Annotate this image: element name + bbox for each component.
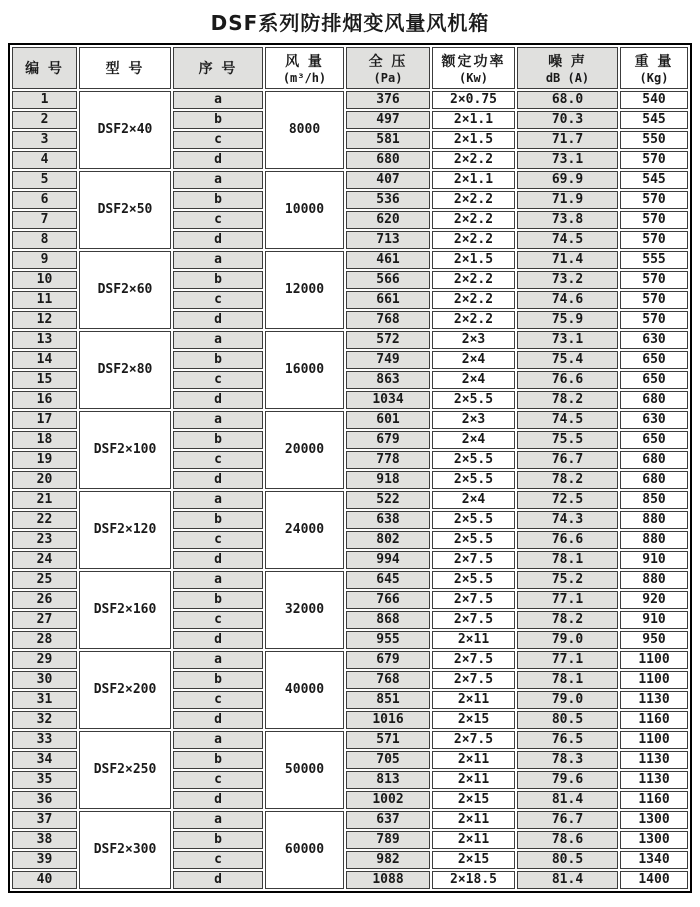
model-cell: DSF2×50: [79, 171, 171, 249]
pressure-cell: 601: [346, 411, 430, 429]
power-cell: 2×2.2: [432, 211, 515, 229]
col-label: 序 号: [198, 61, 238, 77]
pressure-cell: 645: [346, 571, 430, 589]
row-number-cell: 22: [12, 511, 77, 529]
row-number-cell: 32: [12, 711, 77, 729]
weight-cell: 555: [620, 251, 688, 269]
serial-cell: a: [173, 91, 263, 109]
noise-cell: 71.4: [517, 251, 618, 269]
pressure-cell: 1088: [346, 871, 430, 889]
noise-cell: 73.1: [517, 331, 618, 349]
row-number-cell: 4: [12, 151, 77, 169]
power-cell: 2×5.5: [432, 471, 515, 489]
airflow-cell: 20000: [265, 411, 344, 489]
noise-cell: 68.0: [517, 91, 618, 109]
row-number-cell: 21: [12, 491, 77, 509]
weight-cell: 1160: [620, 791, 688, 809]
col-header-number: [12, 47, 77, 89]
airflow-cell: 12000: [265, 251, 344, 329]
noise-cell: 69.9: [517, 171, 618, 189]
model-cell: DSF2×250: [79, 731, 171, 809]
row-number-cell: 25: [12, 571, 77, 589]
col-unit: (Kg): [639, 71, 669, 85]
model-cell: DSF2×160: [79, 571, 171, 649]
weight-cell: 1100: [620, 731, 688, 749]
power-cell: 2×15: [432, 711, 515, 729]
page-title: DSF系列防排烟变风量风机箱: [210, 11, 490, 35]
noise-cell: 76.6: [517, 371, 618, 389]
row-number-cell: 5: [12, 171, 77, 189]
pressure-cell: 572: [346, 331, 430, 349]
power-cell: 2×15: [432, 791, 515, 809]
airflow-cell: 16000: [265, 331, 344, 409]
pressure-cell: 522: [346, 491, 430, 509]
serial-cell: c: [173, 771, 263, 789]
pressure-cell: 637: [346, 811, 430, 829]
weight-cell: 570: [620, 211, 688, 229]
row-number-cell: 34: [12, 751, 77, 769]
col-unit: dB (A): [545, 71, 590, 85]
serial-cell: d: [173, 871, 263, 889]
weight-cell: 1100: [620, 671, 688, 689]
serial-cell: c: [173, 291, 263, 309]
noise-cell: 81.4: [517, 871, 618, 889]
row-number-cell: 10: [12, 271, 77, 289]
noise-cell: 71.9: [517, 191, 618, 209]
serial-cell: c: [173, 851, 263, 869]
airflow-cell: 32000: [265, 571, 344, 649]
power-cell: 2×7.5: [432, 651, 515, 669]
noise-cell: 78.2: [517, 391, 618, 409]
noise-cell: 76.7: [517, 811, 618, 829]
row-number-cell: 27: [12, 611, 77, 629]
pressure-cell: 620: [346, 211, 430, 229]
power-cell: 2×1.5: [432, 131, 515, 149]
noise-cell: 79.0: [517, 691, 618, 709]
model-cell: DSF2×300: [79, 811, 171, 889]
weight-cell: 545: [620, 171, 688, 189]
serial-cell: d: [173, 631, 263, 649]
serial-cell: d: [173, 311, 263, 329]
weight-cell: 570: [620, 311, 688, 329]
noise-cell: 78.2: [517, 471, 618, 489]
weight-cell: 650: [620, 371, 688, 389]
noise-cell: 78.2: [517, 611, 618, 629]
row-number-cell: 29: [12, 651, 77, 669]
power-cell: 2×1.1: [432, 111, 515, 129]
pressure-cell: 789: [346, 831, 430, 849]
model-cell: DSF2×40: [79, 91, 171, 169]
pressure-cell: 713: [346, 231, 430, 249]
serial-cell: b: [173, 271, 263, 289]
table-row: [12, 171, 688, 189]
noise-cell: 78.1: [517, 671, 618, 689]
pressure-cell: 705: [346, 751, 430, 769]
pressure-cell: 813: [346, 771, 430, 789]
row-number-cell: 35: [12, 771, 77, 789]
airflow-cell: 40000: [265, 651, 344, 729]
power-cell: 2×5.5: [432, 511, 515, 529]
noise-cell: 79.6: [517, 771, 618, 789]
noise-cell: 76.5: [517, 731, 618, 749]
serial-cell: a: [173, 251, 263, 269]
weight-cell: 650: [620, 431, 688, 449]
weight-cell: 910: [620, 551, 688, 569]
serial-cell: b: [173, 511, 263, 529]
weight-cell: 570: [620, 191, 688, 209]
pressure-cell: 536: [346, 191, 430, 209]
noise-cell: 78.1: [517, 551, 618, 569]
row-number-cell: 6: [12, 191, 77, 209]
weight-cell: 1130: [620, 771, 688, 789]
serial-cell: d: [173, 551, 263, 569]
col-unit: (Kw): [459, 71, 488, 85]
table-row: [12, 91, 688, 109]
serial-cell: a: [173, 731, 263, 749]
power-cell: 2×4: [432, 371, 515, 389]
table-row: [12, 651, 688, 669]
serial-cell: c: [173, 611, 263, 629]
col-label: 额定功率: [441, 54, 506, 70]
pressure-cell: 571: [346, 731, 430, 749]
power-cell: 2×4: [432, 351, 515, 369]
weight-cell: 650: [620, 351, 688, 369]
serial-cell: d: [173, 471, 263, 489]
power-cell: 2×11: [432, 771, 515, 789]
noise-cell: 75.2: [517, 571, 618, 589]
power-cell: 2×18.5: [432, 871, 515, 889]
col-unit: (Pa): [373, 71, 403, 85]
noise-cell: 79.0: [517, 631, 618, 649]
power-cell: 2×7.5: [432, 611, 515, 629]
model-cell: DSF2×60: [79, 251, 171, 329]
weight-cell: 1160: [620, 711, 688, 729]
weight-cell: 680: [620, 391, 688, 409]
spec-table: [8, 43, 692, 893]
col-label: 型 号: [105, 61, 145, 77]
row-number-cell: 19: [12, 451, 77, 469]
weight-cell: 880: [620, 571, 688, 589]
power-cell: 2×11: [432, 631, 515, 649]
power-cell: 2×3: [432, 411, 515, 429]
row-number-cell: 33: [12, 731, 77, 749]
weight-cell: 680: [620, 471, 688, 489]
table-row: [12, 251, 688, 269]
noise-cell: 75.4: [517, 351, 618, 369]
table-header: [12, 47, 688, 89]
model-cell: DSF2×80: [79, 331, 171, 409]
airflow-cell: 8000: [265, 91, 344, 169]
row-number-cell: 28: [12, 631, 77, 649]
serial-cell: c: [173, 131, 263, 149]
row-number-cell: 9: [12, 251, 77, 269]
power-cell: 2×11: [432, 751, 515, 769]
noise-cell: 77.1: [517, 651, 618, 669]
row-number-cell: 12: [12, 311, 77, 329]
row-number-cell: 20: [12, 471, 77, 489]
power-cell: 2×2.2: [432, 291, 515, 309]
table-row: [12, 411, 688, 429]
row-number-cell: 30: [12, 671, 77, 689]
pressure-cell: 749: [346, 351, 430, 369]
row-number-cell: 39: [12, 851, 77, 869]
airflow-cell: 60000: [265, 811, 344, 889]
serial-cell: b: [173, 191, 263, 209]
model-cell: DSF2×100: [79, 411, 171, 489]
pressure-cell: 982: [346, 851, 430, 869]
power-cell: 2×7.5: [432, 671, 515, 689]
airflow-cell: 24000: [265, 491, 344, 569]
row-number-cell: 26: [12, 591, 77, 609]
power-cell: 2×3: [432, 331, 515, 349]
power-cell: 2×7.5: [432, 731, 515, 749]
serial-cell: b: [173, 111, 263, 129]
col-header-weight: [620, 47, 688, 89]
row-number-cell: 7: [12, 211, 77, 229]
serial-cell: c: [173, 531, 263, 549]
pressure-cell: 918: [346, 471, 430, 489]
header-row: [12, 47, 688, 89]
power-cell: 2×1.5: [432, 251, 515, 269]
weight-cell: 920: [620, 591, 688, 609]
weight-cell: 1130: [620, 751, 688, 769]
pressure-cell: 461: [346, 251, 430, 269]
noise-cell: 73.2: [517, 271, 618, 289]
power-cell: 2×2.2: [432, 191, 515, 209]
noise-cell: 75.5: [517, 431, 618, 449]
row-number-cell: 38: [12, 831, 77, 849]
model-cell: DSF2×120: [79, 491, 171, 569]
col-label: 全 压: [368, 54, 408, 70]
pressure-cell: 768: [346, 671, 430, 689]
power-cell: 2×5.5: [432, 391, 515, 409]
row-number-cell: 23: [12, 531, 77, 549]
pressure-cell: 376: [346, 91, 430, 109]
noise-cell: 80.5: [517, 711, 618, 729]
power-cell: 2×11: [432, 811, 515, 829]
power-cell: 2×5.5: [432, 451, 515, 469]
weight-cell: 910: [620, 611, 688, 629]
weight-cell: 880: [620, 511, 688, 529]
weight-cell: 545: [620, 111, 688, 129]
pressure-cell: 1016: [346, 711, 430, 729]
pressure-cell: 566: [346, 271, 430, 289]
row-number-cell: 15: [12, 371, 77, 389]
airflow-cell: 10000: [265, 171, 344, 249]
noise-cell: 78.3: [517, 751, 618, 769]
pressure-cell: 407: [346, 171, 430, 189]
noise-cell: 72.5: [517, 491, 618, 509]
table-body: [12, 91, 688, 889]
serial-cell: c: [173, 451, 263, 469]
power-cell: 2×4: [432, 491, 515, 509]
row-number-cell: 16: [12, 391, 77, 409]
weight-cell: 1400: [620, 871, 688, 889]
serial-cell: d: [173, 391, 263, 409]
power-cell: 2×1.1: [432, 171, 515, 189]
pressure-cell: 679: [346, 431, 430, 449]
noise-cell: 75.9: [517, 311, 618, 329]
serial-cell: b: [173, 591, 263, 609]
col-header-serial: [173, 47, 263, 89]
row-number-cell: 13: [12, 331, 77, 349]
noise-cell: 74.5: [517, 411, 618, 429]
col-header-power: [432, 47, 515, 89]
pressure-cell: 994: [346, 551, 430, 569]
serial-cell: c: [173, 371, 263, 389]
col-label: 编 号: [25, 61, 64, 77]
power-cell: 2×15: [432, 851, 515, 869]
noise-cell: 81.4: [517, 791, 618, 809]
serial-cell: a: [173, 651, 263, 669]
weight-cell: 570: [620, 231, 688, 249]
row-number-cell: 18: [12, 431, 77, 449]
power-cell: 2×2.2: [432, 271, 515, 289]
power-cell: 2×2.2: [432, 311, 515, 329]
noise-cell: 74.5: [517, 231, 618, 249]
serial-cell: c: [173, 691, 263, 709]
pressure-cell: 497: [346, 111, 430, 129]
noise-cell: 77.1: [517, 591, 618, 609]
pressure-cell: 868: [346, 611, 430, 629]
serial-cell: a: [173, 411, 263, 429]
weight-cell: 1300: [620, 831, 688, 849]
pressure-cell: 766: [346, 591, 430, 609]
noise-cell: 73.8: [517, 211, 618, 229]
noise-cell: 71.7: [517, 131, 618, 149]
col-header-pressure: [346, 47, 430, 89]
serial-cell: b: [173, 671, 263, 689]
serial-cell: a: [173, 571, 263, 589]
table-row: [12, 811, 688, 829]
pressure-cell: 778: [346, 451, 430, 469]
table-row: [12, 571, 688, 589]
noise-cell: 76.6: [517, 531, 618, 549]
weight-cell: 570: [620, 271, 688, 289]
power-cell: 2×0.75: [432, 91, 515, 109]
power-cell: 2×11: [432, 831, 515, 849]
weight-cell: 1300: [620, 811, 688, 829]
serial-cell: a: [173, 491, 263, 509]
row-number-cell: 14: [12, 351, 77, 369]
noise-cell: 76.7: [517, 451, 618, 469]
pressure-cell: 581: [346, 131, 430, 149]
power-cell: 2×4: [432, 431, 515, 449]
power-cell: 2×7.5: [432, 591, 515, 609]
col-header-airflow: [265, 47, 344, 89]
weight-cell: 1340: [620, 851, 688, 869]
pressure-cell: 1002: [346, 791, 430, 809]
weight-cell: 630: [620, 331, 688, 349]
pressure-cell: 851: [346, 691, 430, 709]
model-cell: DSF2×200: [79, 651, 171, 729]
pressure-cell: 661: [346, 291, 430, 309]
pressure-cell: 802: [346, 531, 430, 549]
row-number-cell: 24: [12, 551, 77, 569]
serial-cell: c: [173, 211, 263, 229]
col-unit: (m³/h): [282, 71, 327, 85]
weight-cell: 630: [620, 411, 688, 429]
noise-cell: 78.6: [517, 831, 618, 849]
noise-cell: 74.6: [517, 291, 618, 309]
power-cell: 2×2.2: [432, 231, 515, 249]
power-cell: 2×7.5: [432, 551, 515, 569]
row-number-cell: 11: [12, 291, 77, 309]
serial-cell: d: [173, 711, 263, 729]
table-row: [12, 491, 688, 509]
row-number-cell: 36: [12, 791, 77, 809]
pressure-cell: 768: [346, 311, 430, 329]
power-cell: 2×5.5: [432, 571, 515, 589]
pressure-cell: 863: [346, 371, 430, 389]
col-label: 噪 声: [548, 54, 587, 70]
row-number-cell: 2: [12, 111, 77, 129]
pressure-cell: 955: [346, 631, 430, 649]
noise-cell: 80.5: [517, 851, 618, 869]
row-number-cell: 40: [12, 871, 77, 889]
noise-cell: 74.3: [517, 511, 618, 529]
col-label: 风 量: [285, 54, 324, 70]
weight-cell: 570: [620, 151, 688, 169]
serial-cell: b: [173, 751, 263, 769]
serial-cell: d: [173, 231, 263, 249]
weight-cell: 1130: [620, 691, 688, 709]
col-header-noise: [517, 47, 618, 89]
pressure-cell: 680: [346, 151, 430, 169]
serial-cell: b: [173, 431, 263, 449]
col-header-model: [79, 47, 171, 89]
weight-cell: 880: [620, 531, 688, 549]
weight-cell: 950: [620, 631, 688, 649]
weight-cell: 540: [620, 91, 688, 109]
serial-cell: d: [173, 151, 263, 169]
serial-cell: b: [173, 831, 263, 849]
row-number-cell: 31: [12, 691, 77, 709]
table-row: [12, 331, 688, 349]
power-cell: 2×11: [432, 691, 515, 709]
weight-cell: 1100: [620, 651, 688, 669]
row-number-cell: 3: [12, 131, 77, 149]
serial-cell: d: [173, 791, 263, 809]
table-row: [12, 731, 688, 749]
col-label: 重 量: [634, 54, 674, 70]
serial-cell: a: [173, 331, 263, 349]
power-cell: 2×2.2: [432, 151, 515, 169]
serial-cell: a: [173, 171, 263, 189]
airflow-cell: 50000: [265, 731, 344, 809]
power-cell: 2×5.5: [432, 531, 515, 549]
row-number-cell: 17: [12, 411, 77, 429]
serial-cell: b: [173, 351, 263, 369]
weight-cell: 570: [620, 291, 688, 309]
pressure-cell: 1034: [346, 391, 430, 409]
weight-cell: 850: [620, 491, 688, 509]
noise-cell: 70.3: [517, 111, 618, 129]
serial-cell: a: [173, 811, 263, 829]
pressure-cell: 638: [346, 511, 430, 529]
weight-cell: 550: [620, 131, 688, 149]
row-number-cell: 1: [12, 91, 77, 109]
pressure-cell: 679: [346, 651, 430, 669]
weight-cell: 680: [620, 451, 688, 469]
noise-cell: 73.1: [517, 151, 618, 169]
row-number-cell: 8: [12, 231, 77, 249]
row-number-cell: 37: [12, 811, 77, 829]
